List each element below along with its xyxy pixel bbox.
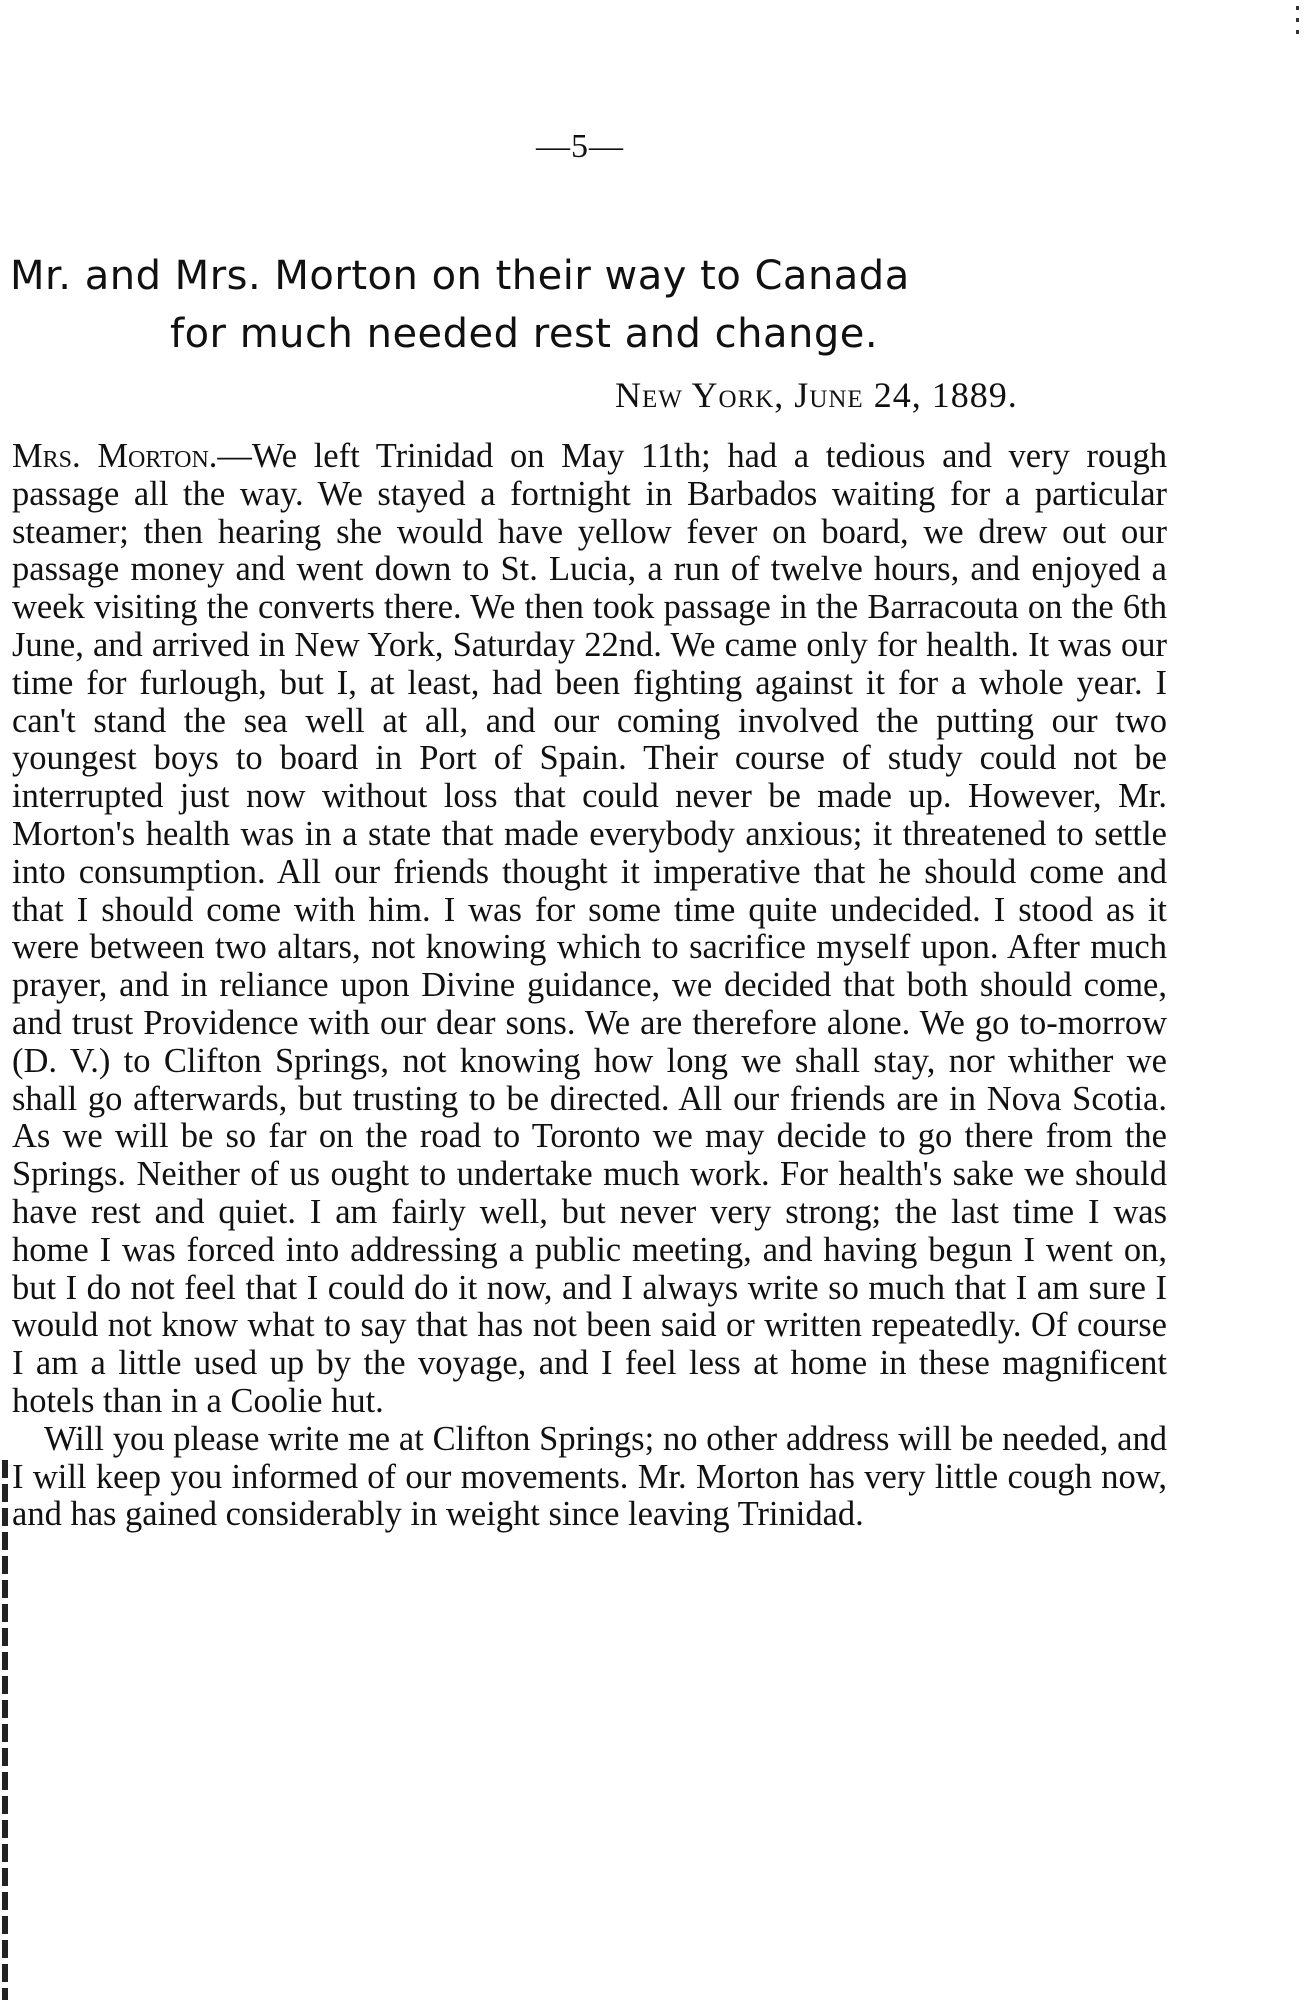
article-heading — [10, 247, 1180, 363]
paragraph-1-text: —We left Trinidad on May 11th; had a tedious and very rough passage all the way. We stayed a fortnight in Barbados waiting for a particular steamer; then hearing she would have yellow fever on board, we drew out our passage money and went down to St. Lucia, a run of twelve hours, and enjoyed a week visiting the converts there. We then took passage in the Barracouta on the 6th June, and arrived in New York, Saturday 22nd. We came only for health. It was our time for furlough, but I, at least, had been fighting against it for a whole year. I can't stand the sea well at all, and our coming involved the putting our two youngest boys to board in Port of Spain. Their course of study could not be interrupted just now without loss that could never be made up. However, Mr. Morton's health was in a state that made everybody anxious; it threatened to settle into consumption. All our friends thought it imperative that he should come and that I should come with him. I was for some time quite undecided. I stood as it were between two altars, not knowing which to sacrifice myself upon. After much prayer, and in reliance upon Divine guidance, we decided that both should come, and trust Providence with our dear sons. We are therefore alone. We go to-morrow (D. V.) to Clifton Springs, not knowing how long we shall stay, nor whither we shall go afterwards, but trusting to be directed. All our friends are in Nova Scotia. As we will be so far on the road to Toronto we may decide to go there from the Springs. Neither of us ought to undertake much work. For health's sake we should have rest and quiet. I am fairly well, but never very strong; the last time I was home I was forced into addressing a public meeting, and having begun I went on, but I do not feel that I could do it now, and I always write so much that I am sure I would not know what to say that has not been said or written repeatedly. Of course I am a little used up by the voyage, and I feel less at home in these magnificent hotels than in a Coolie hut. — [12, 437, 1168, 1420]
paragraph-2: Will you please write me at Clifton Springs; no other address will be needed, and I will keep you informed of our movements. Mr. Morton has very little cough now, and has gained considerably in weight since leaving Trinidad. — [12, 1419, 1167, 1534]
heading-line-2: for much needed rest and change. — [170, 311, 879, 357]
speaker-name: Mrs. Morton. — [12, 437, 218, 475]
scan-binding-edge — [2, 1460, 8, 2000]
scan-edge-dots — [1296, 6, 1299, 40]
page-number: —5— — [536, 128, 624, 165]
letter-body — [12, 438, 1167, 1534]
dateline: New York, June 24, 1889. — [615, 375, 1018, 415]
paragraph-1 — [12, 438, 1167, 1421]
heading-line-1: Mr. and Mrs. Morton on their way to Canada — [10, 253, 910, 299]
